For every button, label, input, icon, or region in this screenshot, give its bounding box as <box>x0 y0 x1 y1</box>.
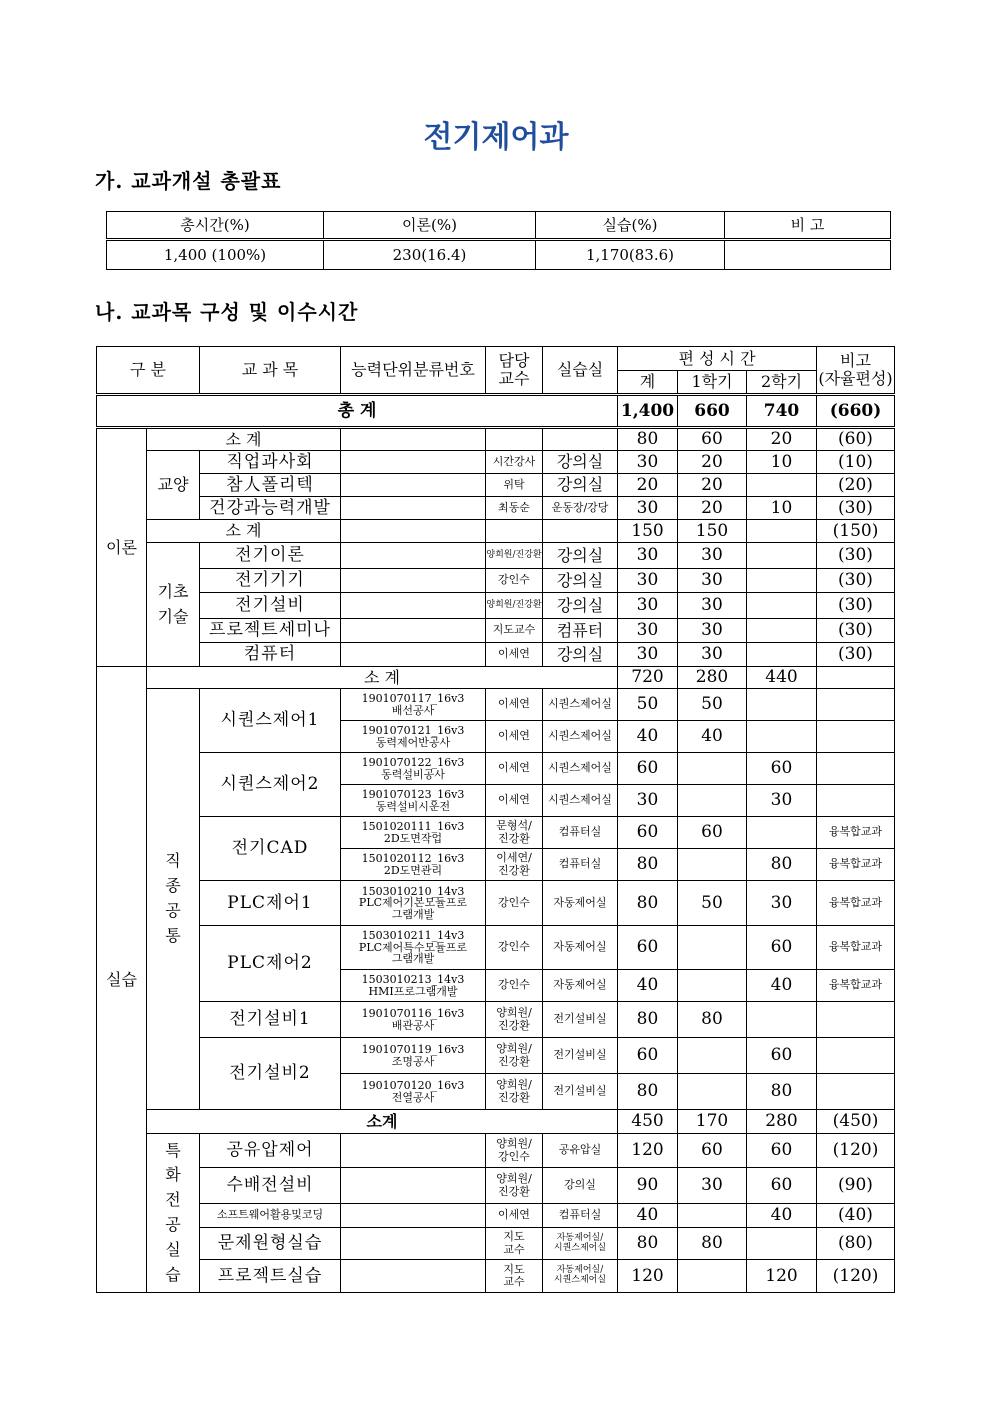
code-cell <box>341 643 486 667</box>
code-cell: 1901070119_16v3 조명공사 <box>341 1038 486 1074</box>
hours-sem1-cell <box>678 926 747 970</box>
note-cell: (80) <box>817 1228 895 1260</box>
vertical-label: 직 종 공 통 <box>165 851 181 945</box>
header-hours-sem1: 1학기 <box>678 371 747 395</box>
hours-sem2-cell <box>747 619 817 643</box>
hours-sem2-cell: 60 <box>747 1168 817 1204</box>
professor-cell: 이세연 <box>486 721 543 753</box>
subject-name: 참人폴리텍 <box>200 474 341 497</box>
note-cell <box>817 1038 895 1074</box>
professor-cell: 이세연/ 진강환 <box>486 849 543 881</box>
summary-header-practice: 실습(%) <box>536 212 725 240</box>
professor-cell: 시간강사 <box>486 451 543 474</box>
hours-total-cell: 30 <box>618 593 678 619</box>
hours-total-cell: 40 <box>618 721 678 753</box>
room-cell: 강의실 <box>543 543 618 569</box>
room-cell: 공유압실 <box>543 1134 618 1168</box>
professor-cell: 이세연 <box>486 643 543 667</box>
note-cell: 융복합교과 <box>817 849 895 881</box>
note-cell: (450) <box>817 1110 895 1134</box>
hours-sem1-cell: 20 <box>678 497 747 520</box>
hours-total-cell: 60 <box>618 753 678 785</box>
professor-cell: 문형석/ 진강환 <box>486 817 543 849</box>
subject-name: PLC제어1 <box>200 881 341 926</box>
note-cell: (30) <box>817 569 895 593</box>
note-cell: (60) <box>817 428 895 451</box>
code-cell: 1901070116_16v3 배관공사 <box>341 1002 486 1038</box>
room-cell: 강의실 <box>543 1168 618 1204</box>
header-gubun: 구 분 <box>97 347 200 395</box>
hours-sem1-cell: 30 <box>678 643 747 667</box>
hours-sem1-cell <box>678 1074 747 1110</box>
hours-total-cell: 50 <box>618 689 678 721</box>
hours-sem2-cell: 30 <box>747 785 817 817</box>
hours-sem1-cell: 30 <box>678 543 747 569</box>
hours-sem2-cell: 440 <box>747 667 817 689</box>
hours-total-cell: 40 <box>618 970 678 1002</box>
room-cell: 컴퓨터실 <box>543 817 618 849</box>
subject-name: 전기설비 <box>200 593 341 619</box>
note-cell <box>817 1002 895 1038</box>
hours-sem1-cell <box>678 970 747 1002</box>
hours-sem2-cell: 60 <box>747 1038 817 1074</box>
room-cell: 강의실 <box>543 643 618 667</box>
room-cell: 강의실 <box>543 474 618 497</box>
code-cell: 1503010213_14v3 HMI프로그램개발 <box>341 970 486 1002</box>
summary-value-note <box>725 240 891 270</box>
hours-sem2-cell <box>747 721 817 753</box>
code-cell <box>341 1134 486 1168</box>
subject-name: 직업과사회 <box>200 451 341 474</box>
room-cell: 전기설비실 <box>543 1002 618 1038</box>
hours-total-cell: 30 <box>618 497 678 520</box>
hours-sem1-cell: 50 <box>678 881 747 926</box>
hours-sem2-cell: 80 <box>747 849 817 881</box>
room-cell: 자동제어실/ 시퀀스제어실 <box>543 1228 618 1260</box>
hours-sem2-cell <box>747 520 817 543</box>
code-cell <box>341 569 486 593</box>
empty-cell <box>341 520 486 543</box>
grand-total-label: 총 계 <box>97 395 618 428</box>
hours-sem1-cell: 30 <box>678 593 747 619</box>
code-cell <box>341 451 486 474</box>
note-cell <box>817 721 895 753</box>
subtotal-label: 소 계 <box>147 667 618 689</box>
note-cell: (20) <box>817 474 895 497</box>
empty-cell <box>486 520 543 543</box>
hours-total-cell: 80 <box>618 1002 678 1038</box>
room-cell: 시퀀스제어실 <box>543 689 618 721</box>
hours-total-cell: 30 <box>618 569 678 593</box>
professor-cell: 양희원/ 강인수 <box>486 1134 543 1168</box>
hours-total-cell: 60 <box>618 1038 678 1074</box>
code-cell: 1501020112_16v3 2D도면관리 <box>341 849 486 881</box>
professor-cell: 이세연 <box>486 1204 543 1228</box>
subcategory-kicho <box>147 543 200 667</box>
hours-sem1-cell: 80 <box>678 1228 747 1260</box>
hours-sem1-cell: 60 <box>678 817 747 849</box>
hours-sem2-cell: 10 <box>747 497 817 520</box>
hours-total-cell: 30 <box>618 619 678 643</box>
hours-sem1-cell: 40 <box>678 721 747 753</box>
summary-header-theory: 이론(%) <box>324 212 536 240</box>
note-cell <box>817 689 895 721</box>
empty-cell <box>486 428 543 451</box>
hours-sem1-cell <box>678 1204 747 1228</box>
hours-total-cell: 60 <box>618 817 678 849</box>
header-professor: 담당 교수 <box>486 347 543 395</box>
page-title: 전기제어과 <box>423 120 569 155</box>
subject-name: 컴퓨터 <box>200 643 341 667</box>
room-cell: 컴퓨터실 <box>543 1204 618 1228</box>
section-heading-curriculum: 나. 교과목 구성 및 이수시간 <box>95 300 359 324</box>
summary-table <box>106 211 891 270</box>
hours-sem1-cell: 60 <box>678 428 747 451</box>
room-cell: 컴퓨터실 <box>543 849 618 881</box>
professor-cell: 양희원/ 진강환 <box>486 1002 543 1038</box>
hours-sem1-cell <box>678 785 747 817</box>
hours-sem2-cell: 60 <box>747 753 817 785</box>
hours-total-cell: 20 <box>618 474 678 497</box>
subject-name: 전기설비2 <box>200 1038 341 1110</box>
hours-sem1-cell: 50 <box>678 689 747 721</box>
hours-total-cell: 30 <box>618 785 678 817</box>
hours-total-cell: 80 <box>618 428 678 451</box>
section-heading-summary: 가. 교과개설 총괄표 <box>95 169 282 193</box>
hours-sem1-cell <box>678 1260 747 1293</box>
subject-name: 건강과능력개발 <box>200 497 341 520</box>
subcategory-special <box>147 1134 200 1293</box>
note-cell: (30) <box>817 643 895 667</box>
header-note: 비고 (자율편성) <box>817 347 895 395</box>
code-cell: 1901070121_16v3 동력제어반공사 <box>341 721 486 753</box>
note-cell: 융복합교과 <box>817 817 895 849</box>
category-practice: 실습 <box>97 667 147 1293</box>
code-cell <box>341 1204 486 1228</box>
hours-sem1-cell: 150 <box>678 520 747 543</box>
code-cell <box>341 1260 486 1293</box>
summary-value-total: 1,400 (100%) <box>107 240 324 270</box>
professor-cell: 강인수 <box>486 926 543 970</box>
code-cell <box>341 593 486 619</box>
room-cell: 운동장/강당 <box>543 497 618 520</box>
hours-sem1-cell <box>678 753 747 785</box>
hours-sem1-cell: 60 <box>678 1134 747 1168</box>
header-hours-sem2: 2학기 <box>747 371 817 395</box>
room-cell: 강의실 <box>543 593 618 619</box>
subtotal-label: 소계 <box>147 1110 618 1134</box>
header-subject: 교 과 목 <box>200 347 341 395</box>
hours-sem2-cell: 60 <box>747 926 817 970</box>
hours-sem2-cell: 40 <box>747 970 817 1002</box>
room-cell: 자동제어실 <box>543 926 618 970</box>
room-cell: 전기설비실 <box>543 1038 618 1074</box>
code-cell <box>341 543 486 569</box>
subject-name: 시퀀스제어2 <box>200 753 341 817</box>
note-cell: 융복합교과 <box>817 970 895 1002</box>
hours-total-cell: 720 <box>618 667 678 689</box>
professor-cell: 이세연 <box>486 785 543 817</box>
note-cell: (30) <box>817 593 895 619</box>
professor-cell: 양희원/진강환 <box>486 543 543 569</box>
code-cell: 1901070120_16v3 전열공사 <box>341 1074 486 1110</box>
hours-sem1-cell: 20 <box>678 451 747 474</box>
note-cell <box>817 753 895 785</box>
code-cell: 1901070123_16v3 동력설비시운전 <box>341 785 486 817</box>
professor-cell: 지도 교수 <box>486 1260 543 1293</box>
grand-total-value: 660 <box>678 395 747 428</box>
summary-header-note: 비 고 <box>725 212 891 240</box>
hours-sem2-cell: 280 <box>747 1110 817 1134</box>
hours-sem2-cell: 30 <box>747 881 817 926</box>
subject-name: 전기설비1 <box>200 1002 341 1038</box>
hours-total-cell: 30 <box>618 643 678 667</box>
room-cell: 시퀀스제어실 <box>543 785 618 817</box>
hours-total-cell: 120 <box>618 1134 678 1168</box>
professor-cell: 지도교수 <box>486 619 543 643</box>
hours-sem1-cell: 30 <box>678 1168 747 1204</box>
subject-name: 전기기기 <box>200 569 341 593</box>
room-cell: 자동제어실 <box>543 881 618 926</box>
room-cell: 전기설비실 <box>543 1074 618 1110</box>
code-cell <box>341 1168 486 1204</box>
room-cell: 강의실 <box>543 451 618 474</box>
subtotal-label: 소 계 <box>147 520 341 543</box>
hours-total-cell: 80 <box>618 881 678 926</box>
summary-value-theory: 230(16.4) <box>324 240 536 270</box>
header-hours: 편 성 시 간 <box>618 347 817 371</box>
subtotal-label: 소 계 <box>147 428 341 451</box>
hours-sem2-cell <box>747 1002 817 1038</box>
empty-cell <box>543 520 618 543</box>
hours-total-cell: 90 <box>618 1168 678 1204</box>
subcategory-gyoyang: 교양 <box>147 451 200 520</box>
subject-name: 시퀀스제어1 <box>200 689 341 753</box>
code-cell: 1503010210_14v3 PLC제어기본모듈프로 그램개발 <box>341 881 486 926</box>
professor-cell: 위탁 <box>486 474 543 497</box>
curriculum-table <box>96 346 895 1293</box>
hours-total-cell: 150 <box>618 520 678 543</box>
professor-cell: 양희원/ 진강환 <box>486 1038 543 1074</box>
category-theory: 이론 <box>97 428 147 667</box>
code-cell: 1901070122_16v3 동력설비공사 <box>341 753 486 785</box>
room-cell: 컴퓨터 <box>543 619 618 643</box>
note-cell: (30) <box>817 619 895 643</box>
note-cell: 융복합교과 <box>817 926 895 970</box>
professor-cell: 양희원/ 진강환 <box>486 1074 543 1110</box>
room-cell: 자동제어실 <box>543 970 618 1002</box>
room-cell: 강의실 <box>543 569 618 593</box>
room-cell: 자동제어실/ 시퀀스제어실 <box>543 1260 618 1293</box>
code-cell: 1501020111_16v3 2D도면작업 <box>341 817 486 849</box>
note-cell <box>817 1074 895 1110</box>
code-cell <box>341 619 486 643</box>
note-cell: (90) <box>817 1168 895 1204</box>
code-cell: 1503010211_14v3 PLC제어특수모듈프로 그램개발 <box>341 926 486 970</box>
hours-total-cell: 80 <box>618 1228 678 1260</box>
code-cell: 1901070117_16v3 배선공사 <box>341 689 486 721</box>
hours-sem2-cell <box>747 817 817 849</box>
subject-name: 프로젝트세미나 <box>200 619 341 643</box>
grand-total-value: 740 <box>747 395 817 428</box>
note-cell: (150) <box>817 520 895 543</box>
professor-cell: 이세연 <box>486 689 543 721</box>
hours-sem2-cell <box>747 543 817 569</box>
code-cell <box>341 497 486 520</box>
hours-sem2-cell: 40 <box>747 1204 817 1228</box>
hours-sem2-cell <box>747 689 817 721</box>
code-cell <box>341 474 486 497</box>
hours-sem2-cell <box>747 643 817 667</box>
grand-total-value: (660) <box>817 395 895 428</box>
grand-total-value: 1,400 <box>618 395 678 428</box>
room-cell: 시퀀스제어실 <box>543 721 618 753</box>
hours-sem1-cell: 30 <box>678 619 747 643</box>
room-cell: 시퀀스제어실 <box>543 753 618 785</box>
note-cell: 융복합교과 <box>817 881 895 926</box>
hours-total-cell: 80 <box>618 849 678 881</box>
hours-total-cell: 450 <box>618 1110 678 1134</box>
hours-sem1-cell: 170 <box>678 1110 747 1134</box>
professor-cell: 양희원/ 진강환 <box>486 1168 543 1204</box>
hours-sem1-cell: 80 <box>678 1002 747 1038</box>
hours-sem2-cell <box>747 569 817 593</box>
vertical-label: 기초 기술 <box>157 581 189 626</box>
header-hours-total: 계 <box>618 371 678 395</box>
professor-cell: 최동순 <box>486 497 543 520</box>
hours-sem1-cell: 20 <box>678 474 747 497</box>
hours-sem2-cell <box>747 474 817 497</box>
subject-name: 전기CAD <box>200 817 341 881</box>
subject-name: 문제원형실습 <box>200 1228 341 1260</box>
hours-sem2-cell: 10 <box>747 451 817 474</box>
professor-cell: 강인수 <box>486 881 543 926</box>
professor-cell: 강인수 <box>486 970 543 1002</box>
summary-header-total: 총시간(%) <box>107 212 324 240</box>
vertical-label: 특 화 전 공 실 습 <box>165 1140 181 1284</box>
subcategory-jikjong <box>147 689 200 1110</box>
hours-sem2-cell <box>747 593 817 619</box>
subject-name: 수배전설비 <box>200 1168 341 1204</box>
hours-sem2-cell: 120 <box>747 1260 817 1293</box>
note-cell <box>817 785 895 817</box>
professor-cell: 강인수 <box>486 569 543 593</box>
empty-cell <box>543 428 618 451</box>
hours-total-cell: 60 <box>618 926 678 970</box>
header-code: 능력단위분류번호 <box>341 347 486 395</box>
subject-name: 프로젝트실습 <box>200 1260 341 1293</box>
professor-cell: 지도 교수 <box>486 1228 543 1260</box>
hours-sem2-cell: 80 <box>747 1074 817 1110</box>
hours-total-cell: 80 <box>618 1074 678 1110</box>
note-cell <box>817 667 895 689</box>
hours-sem1-cell <box>678 849 747 881</box>
hours-sem2-cell: 60 <box>747 1134 817 1168</box>
note-cell: (30) <box>817 543 895 569</box>
note-cell: (40) <box>817 1204 895 1228</box>
code-cell <box>341 1228 486 1260</box>
hours-sem2-cell: 20 <box>747 428 817 451</box>
hours-total-cell: 120 <box>618 1260 678 1293</box>
header-room: 실습실 <box>543 347 618 395</box>
hours-total-cell: 40 <box>618 1204 678 1228</box>
hours-total-cell: 30 <box>618 451 678 474</box>
note-cell: (120) <box>817 1134 895 1168</box>
professor-cell: 양희원/진강환 <box>486 593 543 619</box>
note-cell: (30) <box>817 497 895 520</box>
hours-sem1-cell: 30 <box>678 569 747 593</box>
subject-name: 전기이론 <box>200 543 341 569</box>
hours-sem2-cell <box>747 1228 817 1260</box>
hours-sem1-cell: 280 <box>678 667 747 689</box>
professor-cell: 이세연 <box>486 753 543 785</box>
subject-name: 소프트웨어활용및코딩 <box>200 1204 341 1228</box>
note-cell: (10) <box>817 451 895 474</box>
subject-name: 공유압제어 <box>200 1134 341 1168</box>
hours-total-cell: 30 <box>618 543 678 569</box>
subject-name: PLC제어2 <box>200 926 341 1002</box>
summary-value-practice: 1,170(83.6) <box>536 240 725 270</box>
empty-cell <box>341 428 486 451</box>
hours-sem1-cell <box>678 1038 747 1074</box>
note-cell: (120) <box>817 1260 895 1293</box>
